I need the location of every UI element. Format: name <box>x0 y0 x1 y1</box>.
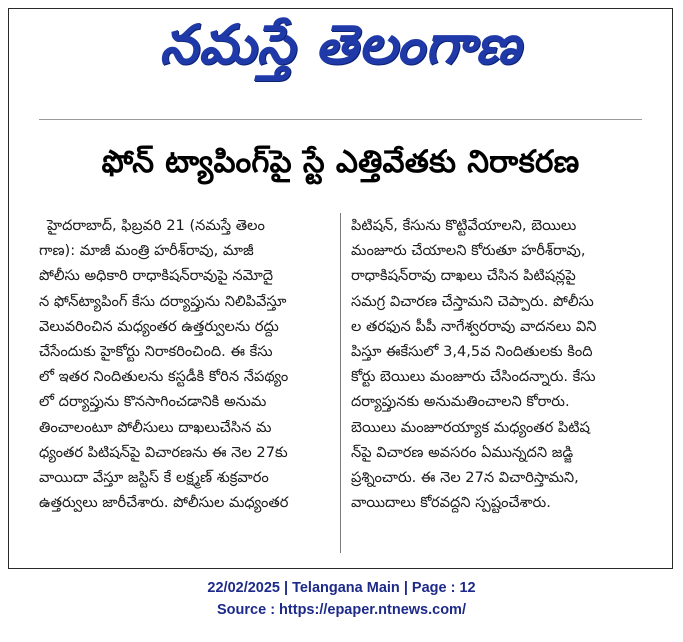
article-body <box>39 213 644 553</box>
article-line: వాయిదా వేస్తూ జస్టిస్ కే లక్ష్మణ్ శుక్రవారం <box>39 469 269 487</box>
article-line: దర్యాప్తునకు అనుమతించాలని కోరారు. <box>351 393 570 411</box>
masthead-divider <box>39 119 642 120</box>
article-line: న ఫోన్‌ట్యాపింగ్ కేసు దర్యాప్తును నిలిపివేస్తూ <box>39 292 287 310</box>
clipping-footer <box>0 577 683 621</box>
article-line: పిస్తూ ఈకేసులో 3,4,5వ నిందితులకు కింది <box>351 343 593 361</box>
publication-info: 22/02/2025 | Telangana Main | Page : 12 <box>207 580 476 596</box>
newspaper-clipping <box>8 8 673 569</box>
article-line: బెయిలు మంజూరయ్యాక మధ్యంతర పిటిష <box>351 418 590 436</box>
newspaper-masthead: నమస్తే తెలంగాణ <box>159 12 522 76</box>
article-headline: ఫోన్ ట్యాపింగ్‌పై స్టే ఎత్తివేతకు నిరాకరణ <box>101 144 580 180</box>
article-column-right <box>341 213 643 553</box>
article-line: గాణ): మాజీ మంత్రి హరీశ్‌రావు, మాజీ <box>39 242 254 260</box>
article-line: ల తరఫున పీపీ నాగేశ్వరరావు వాదనలు విని <box>351 317 597 335</box>
article-line: లో ఇతర నిందితులను కస్టడీకి కోరిన నేపథ్యం <box>39 368 289 386</box>
article-line: చేసేందుకు హైకోర్టు నిరాకరించింది. ఈ కేసు <box>39 343 273 361</box>
article-line: ధ్యంతర పిటిషన్‌పై విచారణను ఈ నెల 27కు <box>39 443 288 461</box>
article-column-left <box>39 213 341 553</box>
article-line: తించాలంటూ పోలీసులు దాఖలుచేసిన మ <box>39 418 272 436</box>
article-line: న్‌పై విచారణ అవసరం ఏమున్నదని జడ్జి <box>351 443 574 461</box>
article-line: పోలీసు అధికారి రాధాకిషన్‌రావుపై నమోదై <box>39 267 274 285</box>
article-line: మంజూరు చేయాలని కోరుతూ హరీశ్‌రావు, <box>351 242 586 260</box>
article-line: ప్రశ్నించారు. ఈ నెల 27న విచారిస్తామని, <box>351 469 579 487</box>
article-line: రాధాకిషన్‌రావు దాఖలు చేసిన పిటిషన్లపై <box>351 267 576 285</box>
source-link[interactable]: Source : https://epaper.ntnews.com/ <box>217 602 466 618</box>
article-line: లో దర్యాప్తును కొనసాగించడానికి అనుమ <box>39 393 267 411</box>
article-line: కోర్టు బెయిలు మంజూరు చేసిందన్నారు. కేసు <box>351 368 596 386</box>
article-line: ఉత్తర్వులు జారీచేశారు. పోలీసుల మధ్యంతర <box>39 494 289 512</box>
article-line: పిటిషన్, కేసును కొట్టివేయాలని, బెయిలు <box>351 217 577 234</box>
article-line: సమగ్ర విచారణ చేస్తామని చెప్పారు. పోలీసు <box>351 292 594 310</box>
article-line: వెలువరించిన మధ్యంతర ఉత్తర్వులను రద్దు <box>39 317 279 335</box>
article-line: హైదరాబాద్, ఫిబ్రవరి 21 (నమస్తే తెలం <box>47 217 265 234</box>
article-line: వాయిదాలు కోరవద్దని స్పష్టంచేశారు. <box>351 494 551 512</box>
